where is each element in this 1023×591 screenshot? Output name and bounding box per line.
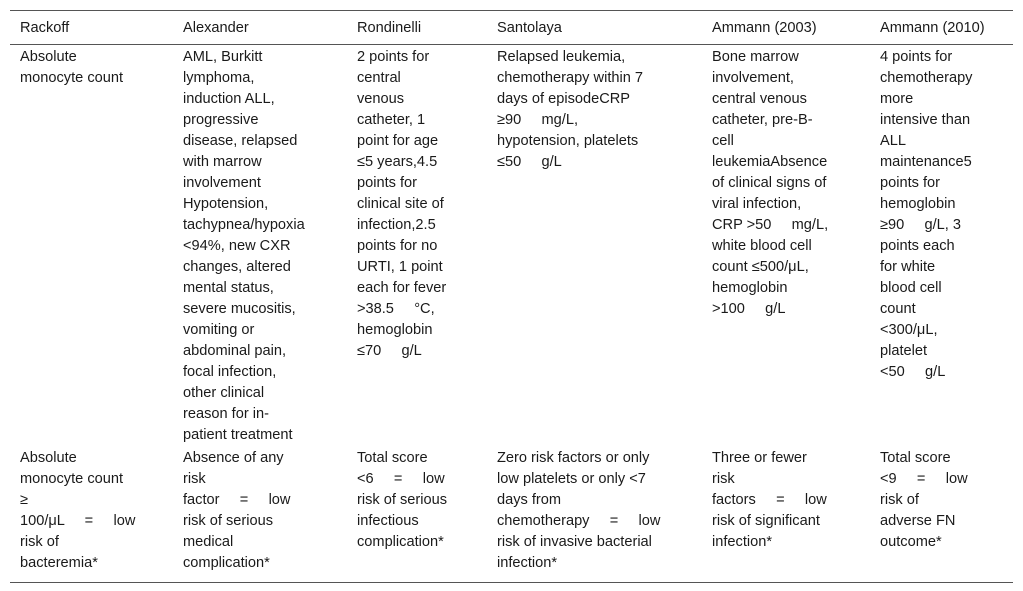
header-alexander: Alexander xyxy=(183,20,249,36)
header-ammann-2003: Ammann (2003) xyxy=(712,20,817,36)
risk-score-table-container xyxy=(10,10,1013,583)
cell-rondinelli-low-risk: Total score <6 = low risk of serious infectious complication* xyxy=(357,450,448,550)
header-ammann-2010: Ammann (2010) xyxy=(880,20,985,36)
header-rondinelli: Rondinelli xyxy=(357,20,422,36)
cell-ammann-2010-factors: 4 points for chemotherapy more intensive than ALL maintenance5 points for hemoglobin ≥90 g/L, 3 points each for white blood cell count <300/μL, platelet <50 g/L xyxy=(880,49,973,380)
risk-score-table xyxy=(10,10,1013,583)
cell-rondinelli-factors: 2 points for central venous catheter, 1 point for age ≤5 years,4.5 points for clinical site of infection,2.5 points for no URTI, 1 point each for fever >38.5 °C, hemoglobin ≤70 g/L xyxy=(357,49,447,359)
cell-alexander-factors: AML, Burkitt lymphoma, induction ALL, progressive disease, relapsed with marrow involvement Hypotension, tachypnea/hypoxia <94%, new CXR changes, altered mental status, severe mucositis, vomiting or abdominal pain, focal infection, other clinical reason for in- patient treatment xyxy=(183,49,305,443)
cell-rackoff-low-risk: Absolute monocyte count ≥ 100/μL = low risk of bacteremia* xyxy=(20,450,136,571)
cell-ammann-2003-factors: Bone marrow involvement, central venous catheter, pre-B- cell leukemiaAbsence of clinical signs of viral infection, CRP >50 mg/L, white blood cell count ≤500/μL, hemoglobin >100 g/L xyxy=(712,49,829,317)
table-row-risk-factors xyxy=(10,45,1013,447)
cell-alexander-low-risk: Absence of any risk factor = low risk of serious medical complication* xyxy=(183,450,291,571)
header-row xyxy=(10,11,1013,45)
table-row-low-risk-definition xyxy=(10,446,1013,583)
cell-rackoff-factors: Absolute monocyte count xyxy=(20,49,124,86)
table-header xyxy=(10,11,1013,45)
cell-santolaya-factors: Relapsed leukemia, chemotherapy within 7 days of episodeCRP ≥90 mg/L, hypotension, platelets ≤50 g/L xyxy=(497,49,644,170)
header-rackoff: Rackoff xyxy=(20,20,70,36)
cell-ammann-2010-low-risk: Total score <9 = low risk of adverse FN outcome* xyxy=(880,450,968,550)
cell-ammann-2003-low-risk: Three or fewer risk factors = low risk of significant infection* xyxy=(712,450,827,550)
header-santolaya: Santolaya xyxy=(497,20,562,36)
cell-santolaya-low-risk: Zero risk factors or only low platelets or only <7 days from chemotherapy = low risk of invasive bacterial infection* xyxy=(497,450,661,571)
table-body xyxy=(10,45,1013,583)
